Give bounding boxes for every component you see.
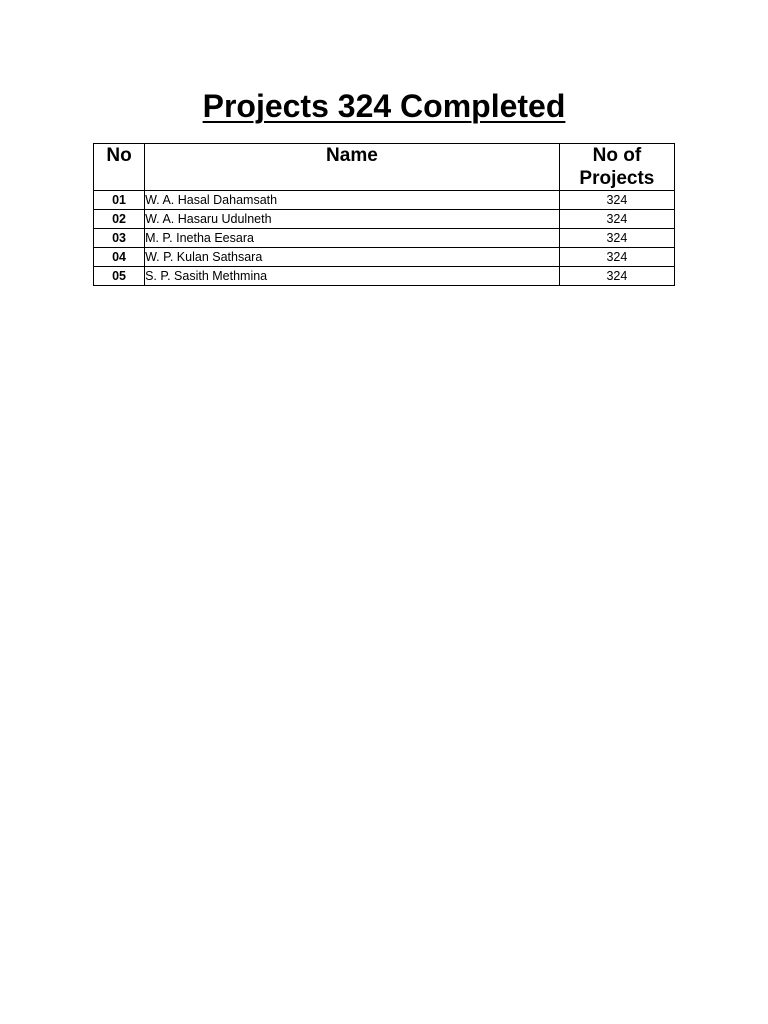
header-name: Name <box>145 144 560 191</box>
projects-table <box>93 143 675 286</box>
row-name: W. A. Hasal Dahamsath <box>145 191 560 210</box>
table-row <box>94 229 675 248</box>
table-header-row <box>94 144 675 191</box>
row-number: 05 <box>94 267 145 286</box>
row-number: 03 <box>94 229 145 248</box>
row-number: 02 <box>94 210 145 229</box>
row-project-count: 324 <box>559 191 674 210</box>
header-project-count: No of Projects <box>559 144 674 191</box>
page-title: Projects 324 Completed <box>202 88 566 124</box>
row-name: M. P. Inetha Eesara <box>145 229 560 248</box>
row-project-count: 324 <box>559 229 674 248</box>
row-project-count: 324 <box>559 267 674 286</box>
table-row <box>94 248 675 267</box>
row-name: W. A. Hasaru Udulneth <box>145 210 560 229</box>
row-project-count: 324 <box>559 248 674 267</box>
table-row <box>94 210 675 229</box>
row-name: W. P. Kulan Sathsara <box>145 248 560 267</box>
header-no: No <box>94 144 145 191</box>
row-number: 01 <box>94 191 145 210</box>
table-row <box>94 267 675 286</box>
table-row <box>94 191 675 210</box>
row-name: S. P. Sasith Methmina <box>145 267 560 286</box>
row-project-count: 324 <box>559 210 674 229</box>
row-number: 04 <box>94 248 145 267</box>
